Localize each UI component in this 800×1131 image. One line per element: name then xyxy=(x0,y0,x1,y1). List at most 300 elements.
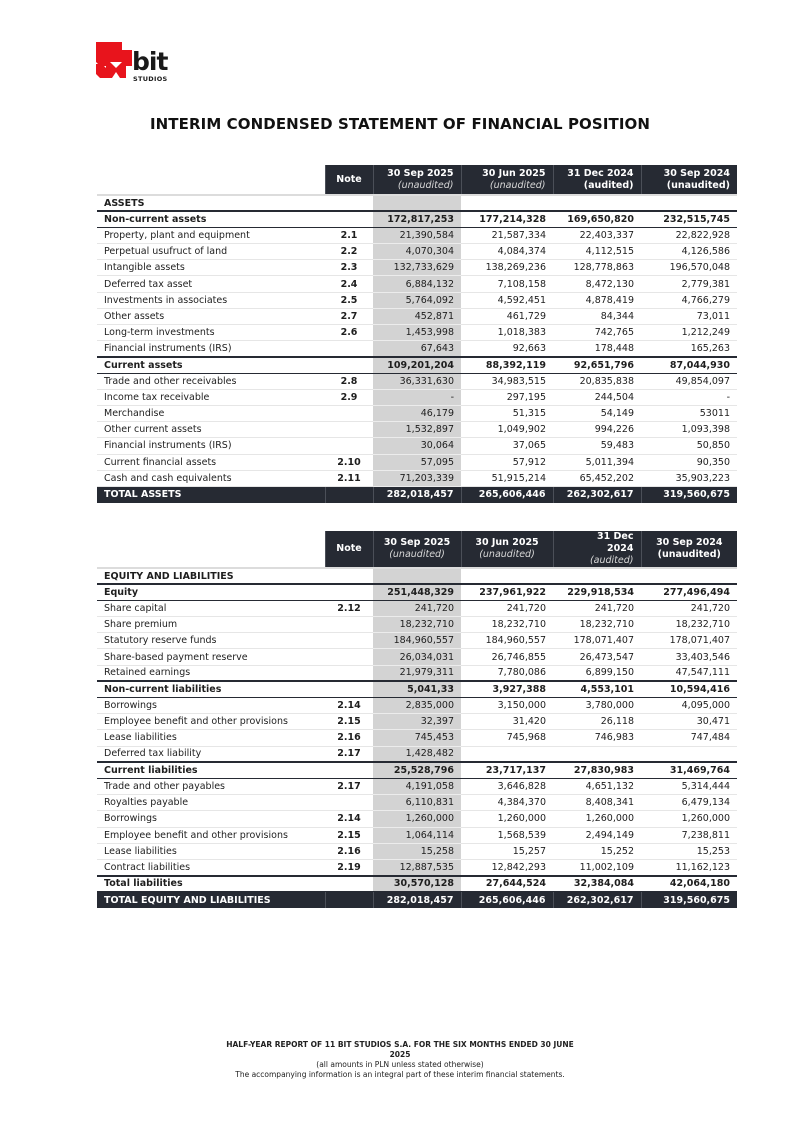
value-col-2: 92,663 xyxy=(461,341,553,357)
row-note xyxy=(325,762,373,778)
value-col-3: 746,983 xyxy=(553,730,641,746)
value-col-1: - xyxy=(373,389,461,405)
header-col-2 xyxy=(461,531,553,568)
value-col-4: 196,570,048 xyxy=(641,260,737,276)
header-col-1 xyxy=(373,531,461,568)
row-label: Share capital xyxy=(97,600,325,616)
row-note xyxy=(325,892,373,908)
header-note: Note xyxy=(325,165,373,195)
table-row xyxy=(97,422,737,438)
value-col-2: 3,927,388 xyxy=(461,681,553,697)
header-col-3-date-line1: 31 Dec xyxy=(597,531,634,542)
header-col-3-date: 31 Dec 2024 xyxy=(567,167,634,179)
value-col-2: 51,915,214 xyxy=(461,470,553,486)
row-note: 2.14 xyxy=(325,698,373,714)
value-col-1: 1,453,998 xyxy=(373,325,461,341)
value-col-1: 6,884,132 xyxy=(373,276,461,292)
row-note xyxy=(325,795,373,811)
value-col-4: 277,496,494 xyxy=(641,584,737,600)
value-col-3: 262,302,617 xyxy=(553,892,641,908)
header-col-4-status: (unaudited) xyxy=(666,179,730,191)
value-col-4: 4,766,279 xyxy=(641,292,737,308)
value-col-3: 11,002,109 xyxy=(553,859,641,875)
subtotal-row xyxy=(97,584,737,600)
row-label: Financial instruments (IRS) xyxy=(97,341,325,357)
value-col-2: 23,717,137 xyxy=(461,762,553,778)
table-row xyxy=(97,859,737,875)
value-col-3: 4,112,515 xyxy=(553,244,641,260)
row-note xyxy=(325,584,373,600)
page-footer xyxy=(0,1040,800,1080)
value-col-2: 1,260,000 xyxy=(461,811,553,827)
table-row xyxy=(97,698,737,714)
row-label: Other assets xyxy=(97,308,325,324)
value-col-2: 237,961,922 xyxy=(461,584,553,600)
row-label: Property, plant and equipment xyxy=(97,227,325,243)
header-col-4-date: 30 Sep 2024 xyxy=(663,167,730,179)
logo-mark-icon xyxy=(96,42,134,78)
value-col-1: 71,203,339 xyxy=(373,470,461,486)
table-row xyxy=(97,373,737,389)
value-col-1: 109,201,204 xyxy=(373,357,461,373)
value-col-1: 282,018,457 xyxy=(373,892,461,908)
assets-table xyxy=(97,165,737,503)
row-note: 2.17 xyxy=(325,778,373,794)
value-col-4: 42,064,180 xyxy=(641,876,737,892)
value-col-2 xyxy=(461,195,553,211)
value-col-4: 87,044,930 xyxy=(641,357,737,373)
row-label: Royalties payable xyxy=(97,795,325,811)
value-col-4: 1,212,249 xyxy=(641,325,737,341)
row-label: Income tax receivable xyxy=(97,389,325,405)
footer-currency-note: (all amounts in PLN unless stated otherwise) xyxy=(316,1060,484,1069)
value-col-3: 26,473,547 xyxy=(553,649,641,665)
value-col-3: 84,344 xyxy=(553,308,641,324)
row-label: Deferred tax asset xyxy=(97,276,325,292)
value-col-4: 53011 xyxy=(641,405,737,421)
footer-title: HALF-YEAR REPORT OF 11 BIT STUDIOS S.A. FOR THE SIX MONTHS ENDED 30 JUNE 2025 xyxy=(226,1040,574,1059)
value-col-3: 169,650,820 xyxy=(553,211,641,227)
value-col-3: 15,252 xyxy=(553,843,641,859)
table-row xyxy=(97,325,737,341)
value-col-1 xyxy=(373,195,461,211)
table-row xyxy=(97,260,737,276)
subtotal-row xyxy=(97,876,737,892)
value-col-4: 15,253 xyxy=(641,843,737,859)
table-row xyxy=(97,438,737,454)
value-col-4: 47,547,111 xyxy=(641,665,737,681)
table-row xyxy=(97,600,737,616)
value-col-2 xyxy=(461,746,553,762)
header-blank xyxy=(97,165,325,195)
value-col-3: 92,651,796 xyxy=(553,357,641,373)
value-col-2: 15,257 xyxy=(461,843,553,859)
value-col-2: 3,150,000 xyxy=(461,698,553,714)
table-row xyxy=(97,405,737,421)
value-col-4: 1,093,398 xyxy=(641,422,737,438)
row-note xyxy=(325,665,373,681)
row-label: Employee benefit and other provisions xyxy=(97,714,325,730)
value-col-1: 1,064,114 xyxy=(373,827,461,843)
header-col-4-status: (unaudited) xyxy=(657,549,721,560)
header-col-1-status: (unaudited) xyxy=(397,179,454,191)
equity-liabilities-body xyxy=(97,568,737,908)
value-col-3: 241,720 xyxy=(553,600,641,616)
value-col-1: 18,232,710 xyxy=(373,617,461,633)
table-row xyxy=(97,244,737,260)
value-col-4: 5,314,444 xyxy=(641,778,737,794)
value-col-4: 49,854,097 xyxy=(641,373,737,389)
section-heading: EQUITY AND LIABILITIES xyxy=(104,570,234,582)
table-row xyxy=(97,843,737,859)
value-col-3 xyxy=(553,568,641,584)
row-note xyxy=(325,568,373,584)
row-note: 2.11 xyxy=(325,470,373,486)
value-col-2: 31,420 xyxy=(461,714,553,730)
value-col-4: 319,560,675 xyxy=(641,486,737,502)
header-blank xyxy=(97,531,325,568)
header-col-3 xyxy=(553,165,641,195)
row-note xyxy=(325,681,373,697)
row-note: 2.3 xyxy=(325,260,373,276)
row-label: Perpetual usufruct of land xyxy=(97,244,325,260)
table-row xyxy=(97,633,737,649)
row-note xyxy=(325,633,373,649)
row-note: 2.7 xyxy=(325,308,373,324)
value-col-2: 37,065 xyxy=(461,438,553,454)
section-heading-row xyxy=(97,195,737,211)
value-col-4: 1,260,000 xyxy=(641,811,737,827)
value-col-3: 8,408,341 xyxy=(553,795,641,811)
value-col-4: 33,403,546 xyxy=(641,649,737,665)
value-col-3: 3,780,000 xyxy=(553,698,641,714)
header-col-2 xyxy=(461,165,553,195)
row-note: 2.15 xyxy=(325,714,373,730)
value-col-2: 1,568,539 xyxy=(461,827,553,843)
grand-row xyxy=(97,486,737,502)
value-col-1: 12,887,535 xyxy=(373,859,461,875)
table-row xyxy=(97,827,737,843)
value-col-2: 461,729 xyxy=(461,308,553,324)
value-col-1: 745,453 xyxy=(373,730,461,746)
value-col-3: 742,765 xyxy=(553,325,641,341)
row-note xyxy=(325,422,373,438)
header-col-4-date: 30 Sep 2024 xyxy=(656,537,723,548)
value-col-4 xyxy=(641,568,737,584)
value-col-2: 4,592,451 xyxy=(461,292,553,308)
value-col-3: 6,899,150 xyxy=(553,665,641,681)
row-note xyxy=(325,211,373,227)
value-col-4: 4,095,000 xyxy=(641,698,737,714)
table-row xyxy=(97,389,737,405)
value-col-2: 4,084,374 xyxy=(461,244,553,260)
footer-disclaimer: The accompanying information is an integral part of these interim financial statements. xyxy=(235,1070,565,1079)
value-col-1: 15,258 xyxy=(373,843,461,859)
row-label: Lease liabilities xyxy=(97,843,325,859)
value-col-1: 241,720 xyxy=(373,600,461,616)
row-label: Retained earnings xyxy=(97,665,325,681)
subtotal-row xyxy=(97,762,737,778)
row-label: Merchandise xyxy=(97,405,325,421)
value-col-1: 251,448,329 xyxy=(373,584,461,600)
value-col-2 xyxy=(461,568,553,584)
value-col-4 xyxy=(641,195,737,211)
value-col-2: 297,195 xyxy=(461,389,553,405)
value-col-3: 20,835,838 xyxy=(553,373,641,389)
value-col-3 xyxy=(553,195,641,211)
logo-subtext: STUDIOS xyxy=(133,75,168,83)
row-label: Deferred tax liability xyxy=(97,746,325,762)
value-col-1: 6,110,831 xyxy=(373,795,461,811)
value-col-1: 1,260,000 xyxy=(373,811,461,827)
section-heading-row xyxy=(97,568,737,584)
value-col-3: 244,504 xyxy=(553,389,641,405)
row-note xyxy=(325,486,373,502)
header-col-2-date: 30 Jun 2025 xyxy=(475,537,539,548)
value-col-2: 265,606,446 xyxy=(461,486,553,502)
value-col-4: 165,263 xyxy=(641,341,737,357)
row-note: 2.6 xyxy=(325,325,373,341)
header-col-1-status: (unaudited) xyxy=(389,549,445,560)
value-col-3: 26,118 xyxy=(553,714,641,730)
header-col-2-status: (unaudited) xyxy=(489,179,546,191)
header-col-2-status: (unaudited) xyxy=(479,549,535,560)
row-note: 2.8 xyxy=(325,373,373,389)
value-col-2: 265,606,446 xyxy=(461,892,553,908)
value-col-2: 57,912 xyxy=(461,454,553,470)
value-col-1: 4,191,058 xyxy=(373,778,461,794)
row-note xyxy=(325,357,373,373)
value-col-1: 26,034,031 xyxy=(373,649,461,665)
row-note xyxy=(325,876,373,892)
row-label: Trade and other payables xyxy=(97,778,325,794)
table-row xyxy=(97,714,737,730)
row-note: 2.9 xyxy=(325,389,373,405)
table-row xyxy=(97,341,737,357)
table-row xyxy=(97,778,737,794)
value-col-3: 22,403,337 xyxy=(553,227,641,243)
row-note xyxy=(325,438,373,454)
value-col-4: 178,071,407 xyxy=(641,633,737,649)
table-row xyxy=(97,292,737,308)
row-label: Current liabilities xyxy=(97,762,325,778)
row-label: TOTAL EQUITY AND LIABILITIES xyxy=(97,892,325,908)
subtotal-row xyxy=(97,357,737,373)
value-col-1: 30,570,128 xyxy=(373,876,461,892)
value-col-4: 241,720 xyxy=(641,600,737,616)
header-col-4 xyxy=(641,531,737,568)
value-col-4: 10,594,416 xyxy=(641,681,737,697)
table-row xyxy=(97,454,737,470)
table-row xyxy=(97,649,737,665)
value-col-3: 1,260,000 xyxy=(553,811,641,827)
row-label: Equity xyxy=(97,584,325,600)
value-col-3: 128,778,863 xyxy=(553,260,641,276)
value-col-3: 229,918,534 xyxy=(553,584,641,600)
header-col-1-date: 30 Sep 2025 xyxy=(387,167,454,179)
table-row xyxy=(97,617,737,633)
value-col-2: 1,049,902 xyxy=(461,422,553,438)
row-label: Non-current assets xyxy=(97,211,325,227)
value-col-2: 21,587,334 xyxy=(461,227,553,243)
value-col-1: 282,018,457 xyxy=(373,486,461,502)
value-col-3: 59,483 xyxy=(553,438,641,454)
value-col-1: 5,041,33 xyxy=(373,681,461,697)
table-row xyxy=(97,730,737,746)
header-col-1 xyxy=(373,165,461,195)
value-col-3: 4,878,419 xyxy=(553,292,641,308)
row-note xyxy=(325,195,373,211)
value-col-2: 12,842,293 xyxy=(461,859,553,875)
row-note: 2.1 xyxy=(325,227,373,243)
row-label: Intangible assets xyxy=(97,260,325,276)
row-note: 2.5 xyxy=(325,292,373,308)
value-col-4: 50,850 xyxy=(641,438,737,454)
value-col-4: 232,515,745 xyxy=(641,211,737,227)
value-col-2: 34,983,515 xyxy=(461,373,553,389)
value-col-4: 30,471 xyxy=(641,714,737,730)
value-col-4: 6,479,134 xyxy=(641,795,737,811)
value-col-2: 88,392,119 xyxy=(461,357,553,373)
value-col-4: 22,822,928 xyxy=(641,227,737,243)
row-label: Borrowings xyxy=(97,811,325,827)
value-col-4: 18,232,710 xyxy=(641,617,737,633)
subtotal-row xyxy=(97,211,737,227)
header-col-1-date: 30 Sep 2025 xyxy=(383,537,451,548)
value-col-4: 319,560,675 xyxy=(641,892,737,908)
value-col-4: 11,162,123 xyxy=(641,859,737,875)
header-col-3-date-line2: 2024 xyxy=(607,543,634,554)
row-label: Cash and cash equivalents xyxy=(97,470,325,486)
row-note: 2.16 xyxy=(325,843,373,859)
row-note xyxy=(325,341,373,357)
value-col-3 xyxy=(553,746,641,762)
row-label: Share-based payment reserve xyxy=(97,649,325,665)
assets-body xyxy=(97,195,737,503)
value-col-1: 4,070,304 xyxy=(373,244,461,260)
value-col-1: 132,733,629 xyxy=(373,260,461,276)
row-label: Employee benefit and other provisions xyxy=(97,827,325,843)
header-col-2-date: 30 Jun 2025 xyxy=(482,167,546,179)
value-col-3: 5,011,394 xyxy=(553,454,641,470)
value-col-4: 35,903,223 xyxy=(641,470,737,486)
value-col-2: 1,018,383 xyxy=(461,325,553,341)
subtotal-row xyxy=(97,681,737,697)
value-col-3: 32,384,084 xyxy=(553,876,641,892)
value-col-1: 21,390,584 xyxy=(373,227,461,243)
value-col-1: 21,979,311 xyxy=(373,665,461,681)
row-label: Long-term investments xyxy=(97,325,325,341)
table-row xyxy=(97,227,737,243)
value-col-2: 27,644,524 xyxy=(461,876,553,892)
value-col-2: 241,720 xyxy=(461,600,553,616)
value-col-3: 2,494,149 xyxy=(553,827,641,843)
row-label: Current financial assets xyxy=(97,454,325,470)
value-col-4: 2,779,381 xyxy=(641,276,737,292)
value-col-1: 1,428,482 xyxy=(373,746,461,762)
value-col-3: 4,553,101 xyxy=(553,681,641,697)
value-col-1: 5,764,092 xyxy=(373,292,461,308)
value-col-1: 57,095 xyxy=(373,454,461,470)
value-col-1: 67,643 xyxy=(373,341,461,357)
logo-wordmark: bit xyxy=(132,47,168,76)
row-note: 2.4 xyxy=(325,276,373,292)
table-row xyxy=(97,308,737,324)
value-col-2: 7,108,158 xyxy=(461,276,553,292)
value-col-2: 7,780,086 xyxy=(461,665,553,681)
table-row xyxy=(97,665,737,681)
table-row xyxy=(97,746,737,762)
value-col-1: 46,179 xyxy=(373,405,461,421)
company-logo xyxy=(96,42,176,86)
value-col-4: 90,350 xyxy=(641,454,737,470)
row-label: TOTAL ASSETS xyxy=(97,486,325,502)
row-label: Investments in associates xyxy=(97,292,325,308)
row-note: 2.10 xyxy=(325,454,373,470)
value-col-1: 1,532,897 xyxy=(373,422,461,438)
value-col-3: 27,830,983 xyxy=(553,762,641,778)
value-col-2: 745,968 xyxy=(461,730,553,746)
row-note: 2.14 xyxy=(325,811,373,827)
value-col-3: 994,226 xyxy=(553,422,641,438)
value-col-2: 138,269,236 xyxy=(461,260,553,276)
grand-row xyxy=(97,892,737,908)
row-note: 2.17 xyxy=(325,746,373,762)
row-label: Contract liabilities xyxy=(97,859,325,875)
table-row xyxy=(97,795,737,811)
value-col-1: 184,960,557 xyxy=(373,633,461,649)
value-col-4: 747,484 xyxy=(641,730,737,746)
header-col-3-status: (audited) xyxy=(583,179,634,191)
value-col-3: 8,472,130 xyxy=(553,276,641,292)
row-label: Trade and other receivables xyxy=(97,373,325,389)
row-note xyxy=(325,617,373,633)
value-col-1: 2,835,000 xyxy=(373,698,461,714)
header-col-3-status: (audited) xyxy=(589,555,634,566)
value-col-2: 3,646,828 xyxy=(461,778,553,794)
section-heading: ASSETS xyxy=(104,197,145,209)
row-label: Borrowings xyxy=(97,698,325,714)
row-note: 2.12 xyxy=(325,600,373,616)
row-note: 2.2 xyxy=(325,244,373,260)
value-col-2: 51,315 xyxy=(461,405,553,421)
value-col-3: 18,232,710 xyxy=(553,617,641,633)
row-note: 2.16 xyxy=(325,730,373,746)
value-col-3: 262,302,617 xyxy=(553,486,641,502)
value-col-2: 18,232,710 xyxy=(461,617,553,633)
value-col-3: 54,149 xyxy=(553,405,641,421)
row-label: Share premium xyxy=(97,617,325,633)
value-col-1: 172,817,253 xyxy=(373,211,461,227)
value-col-3: 4,651,132 xyxy=(553,778,641,794)
page-title: INTERIM CONDENSED STATEMENT OF FINANCIAL POSITION xyxy=(149,115,651,133)
row-label: Current assets xyxy=(97,357,325,373)
value-col-4: 73,011 xyxy=(641,308,737,324)
header-col-4 xyxy=(641,165,737,195)
value-col-3: 65,452,202 xyxy=(553,470,641,486)
row-note xyxy=(325,649,373,665)
value-col-4: - xyxy=(641,389,737,405)
table-row xyxy=(97,811,737,827)
value-col-1: 452,871 xyxy=(373,308,461,324)
value-col-2: 177,214,328 xyxy=(461,211,553,227)
header-col-3 xyxy=(553,531,641,568)
row-label: Lease liabilities xyxy=(97,730,325,746)
table-row xyxy=(97,470,737,486)
equity-liabilities-table xyxy=(97,531,737,908)
value-col-4: 31,469,764 xyxy=(641,762,737,778)
row-label: Other current assets xyxy=(97,422,325,438)
